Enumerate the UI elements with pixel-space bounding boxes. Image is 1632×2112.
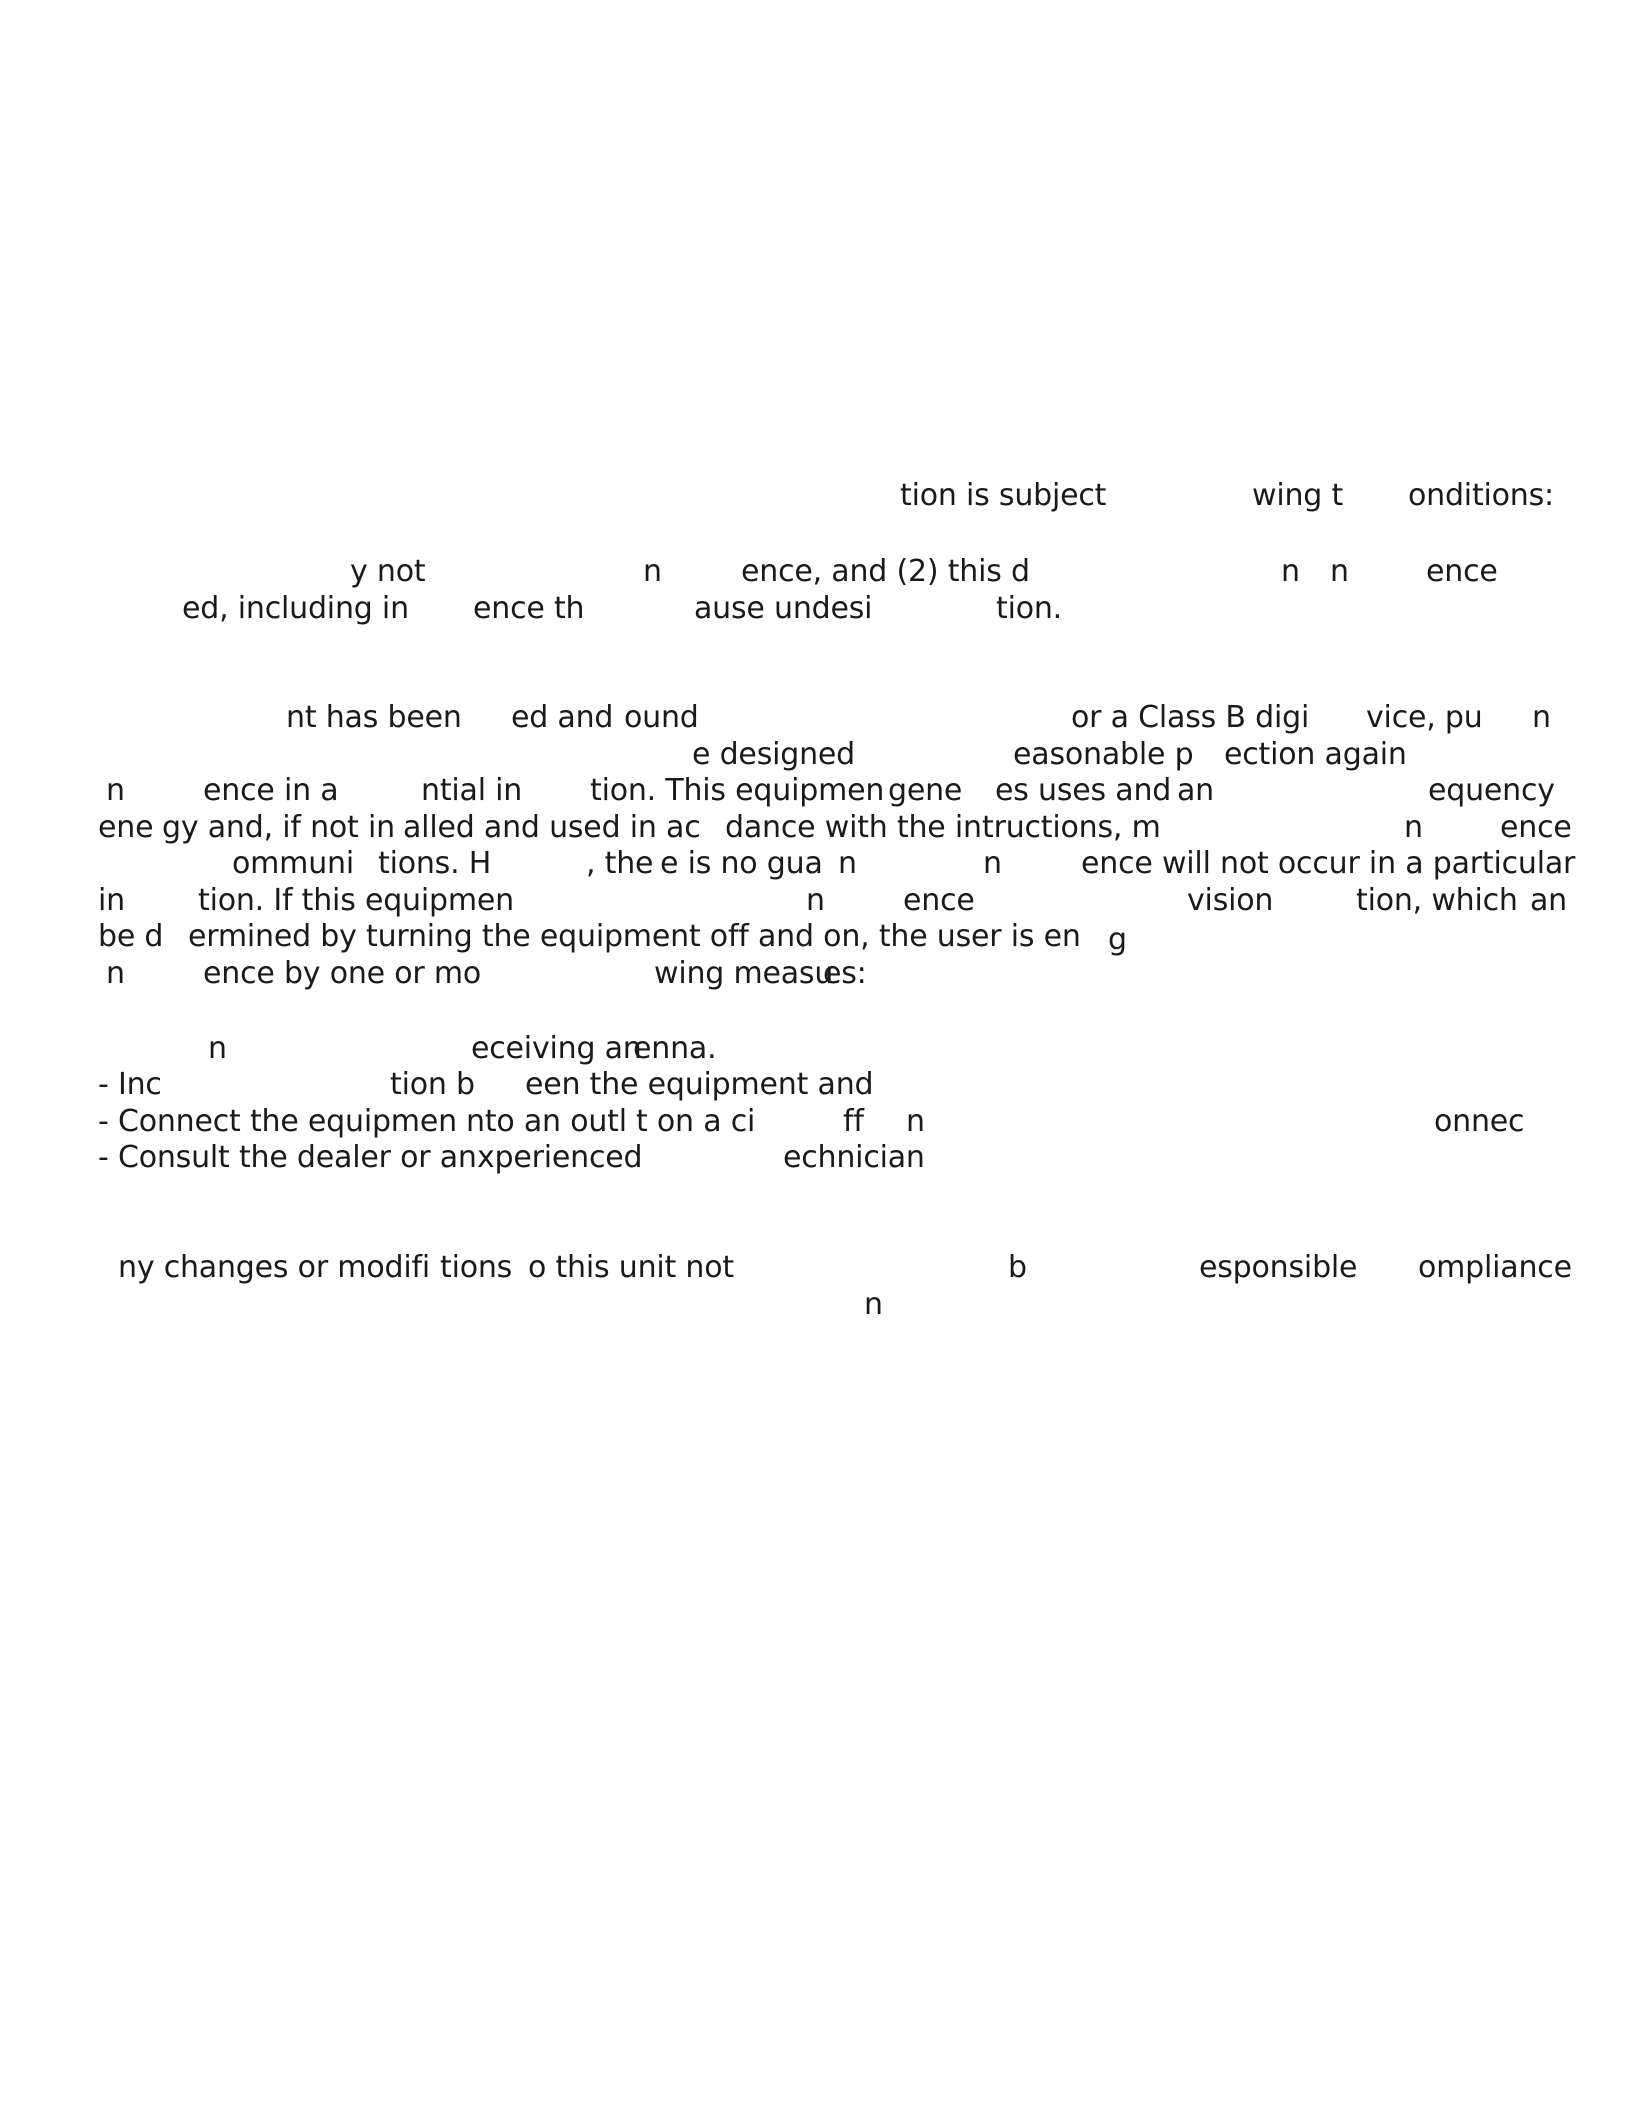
text-fragment: or a Class B digi bbox=[1071, 700, 1310, 735]
text-fragment: n bbox=[106, 956, 125, 991]
text-fragment: n bbox=[208, 1031, 227, 1066]
text-fragment: n bbox=[838, 846, 857, 881]
text-fragment: onnec bbox=[1434, 1104, 1525, 1139]
text-fragment: nt has been bbox=[286, 700, 462, 735]
text-fragment: gy and, if not in bbox=[162, 810, 395, 845]
text-fragment: ommuni bbox=[232, 846, 354, 881]
text-fragment: - Consult the dealer or an bbox=[98, 1140, 477, 1175]
text-fragment: esponsible bbox=[1199, 1250, 1358, 1285]
text-fragment: ence bbox=[1500, 810, 1572, 845]
text-fragment: equency bbox=[1428, 773, 1555, 808]
text-fragment: ntial in bbox=[421, 773, 523, 808]
text-fragment: n bbox=[1404, 810, 1423, 845]
text-fragment: , the bbox=[586, 846, 654, 881]
text-fragment: n bbox=[643, 554, 662, 589]
text-fragment: xperienced bbox=[477, 1140, 643, 1175]
text-fragment: ed, including in bbox=[182, 591, 409, 626]
text-fragment: be d bbox=[98, 919, 164, 954]
text-fragment: tion is subject bbox=[900, 478, 1107, 513]
text-fragment: n bbox=[106, 773, 125, 808]
text-fragment: tructions, m bbox=[982, 810, 1161, 845]
text-fragment: alled and used in ac bbox=[403, 810, 701, 845]
text-fragment: g bbox=[1108, 922, 1127, 957]
text-fragment: eceiving an bbox=[471, 1031, 642, 1066]
text-fragment: in bbox=[98, 883, 125, 918]
text-fragment: tion. bbox=[996, 591, 1063, 626]
text-fragment: tion. This equipmen bbox=[590, 773, 885, 808]
text-fragment: vision bbox=[1187, 883, 1274, 918]
text-fragment: e designed bbox=[692, 737, 856, 772]
text-fragment: ence, and (2) this d bbox=[741, 554, 1030, 589]
text-fragment: gene bbox=[888, 773, 963, 808]
text-fragment: ection again bbox=[1224, 737, 1407, 772]
text-fragment: tion b bbox=[390, 1067, 475, 1102]
text-fragment: n bbox=[1281, 554, 1300, 589]
text-fragment: ene bbox=[98, 810, 154, 845]
text-fragment: wing t bbox=[1252, 478, 1344, 513]
text-fragment: een the equipment and bbox=[525, 1067, 874, 1102]
text-fragment: echnician bbox=[783, 1140, 925, 1175]
text-fragment: e is no gua bbox=[660, 846, 823, 881]
text-fragment: y not bbox=[350, 554, 426, 589]
text-fragment: enna. bbox=[633, 1031, 717, 1066]
text-fragment: wing measu bbox=[654, 956, 834, 991]
text-fragment: ence bbox=[903, 883, 975, 918]
text-fragment: an bbox=[1530, 883, 1567, 918]
text-fragment: n bbox=[806, 883, 825, 918]
text-fragment: ence in a bbox=[203, 773, 339, 808]
text-fragment: ence by one or mo bbox=[203, 956, 482, 991]
text-fragment: n bbox=[864, 1287, 883, 1322]
text-fragment: tions bbox=[440, 1250, 513, 1285]
text-fragment: nto an outl bbox=[466, 1104, 627, 1139]
text-fragment: ed and bbox=[511, 700, 614, 735]
text-fragment: - Inc bbox=[98, 1067, 162, 1102]
text-fragment: ence bbox=[1426, 554, 1498, 589]
text-fragment: es: bbox=[823, 956, 867, 991]
text-fragment: n bbox=[906, 1104, 925, 1139]
text-fragment: n bbox=[1532, 700, 1551, 735]
text-fragment: ound bbox=[624, 700, 699, 735]
text-fragment: ompliance bbox=[1418, 1250, 1572, 1285]
text-fragment: vice, pu bbox=[1366, 700, 1483, 735]
text-fragment: tions. H bbox=[378, 846, 492, 881]
text-fragment: dance with the in bbox=[725, 810, 982, 845]
text-fragment: - Connect the equipmen bbox=[98, 1104, 457, 1139]
text-fragment: tion. If this equipmen bbox=[198, 883, 514, 918]
text-fragment: n bbox=[983, 846, 1002, 881]
text-fragment: o this unit not bbox=[528, 1250, 734, 1285]
text-fragment: ause undesi bbox=[694, 591, 873, 626]
text-fragment: ermined by turning the equipment off and on, the user is en bbox=[188, 919, 1081, 954]
text-fragment: onditions: bbox=[1408, 478, 1554, 513]
text-fragment: n bbox=[1330, 554, 1349, 589]
text-fragment: ff bbox=[843, 1104, 864, 1139]
text-fragment: ence th bbox=[473, 591, 585, 626]
text-fragment: b bbox=[1008, 1250, 1027, 1285]
text-fragment: easonable p bbox=[1013, 737, 1194, 772]
text-fragment: t on a ci bbox=[636, 1104, 756, 1139]
text-fragment: an bbox=[1177, 773, 1214, 808]
text-fragment: ny changes or modifi bbox=[118, 1250, 430, 1285]
text-fragment: tion, which bbox=[1356, 883, 1518, 918]
text-fragment: es uses and bbox=[995, 773, 1172, 808]
text-fragment: ence will not occur in a particular bbox=[1081, 846, 1576, 881]
